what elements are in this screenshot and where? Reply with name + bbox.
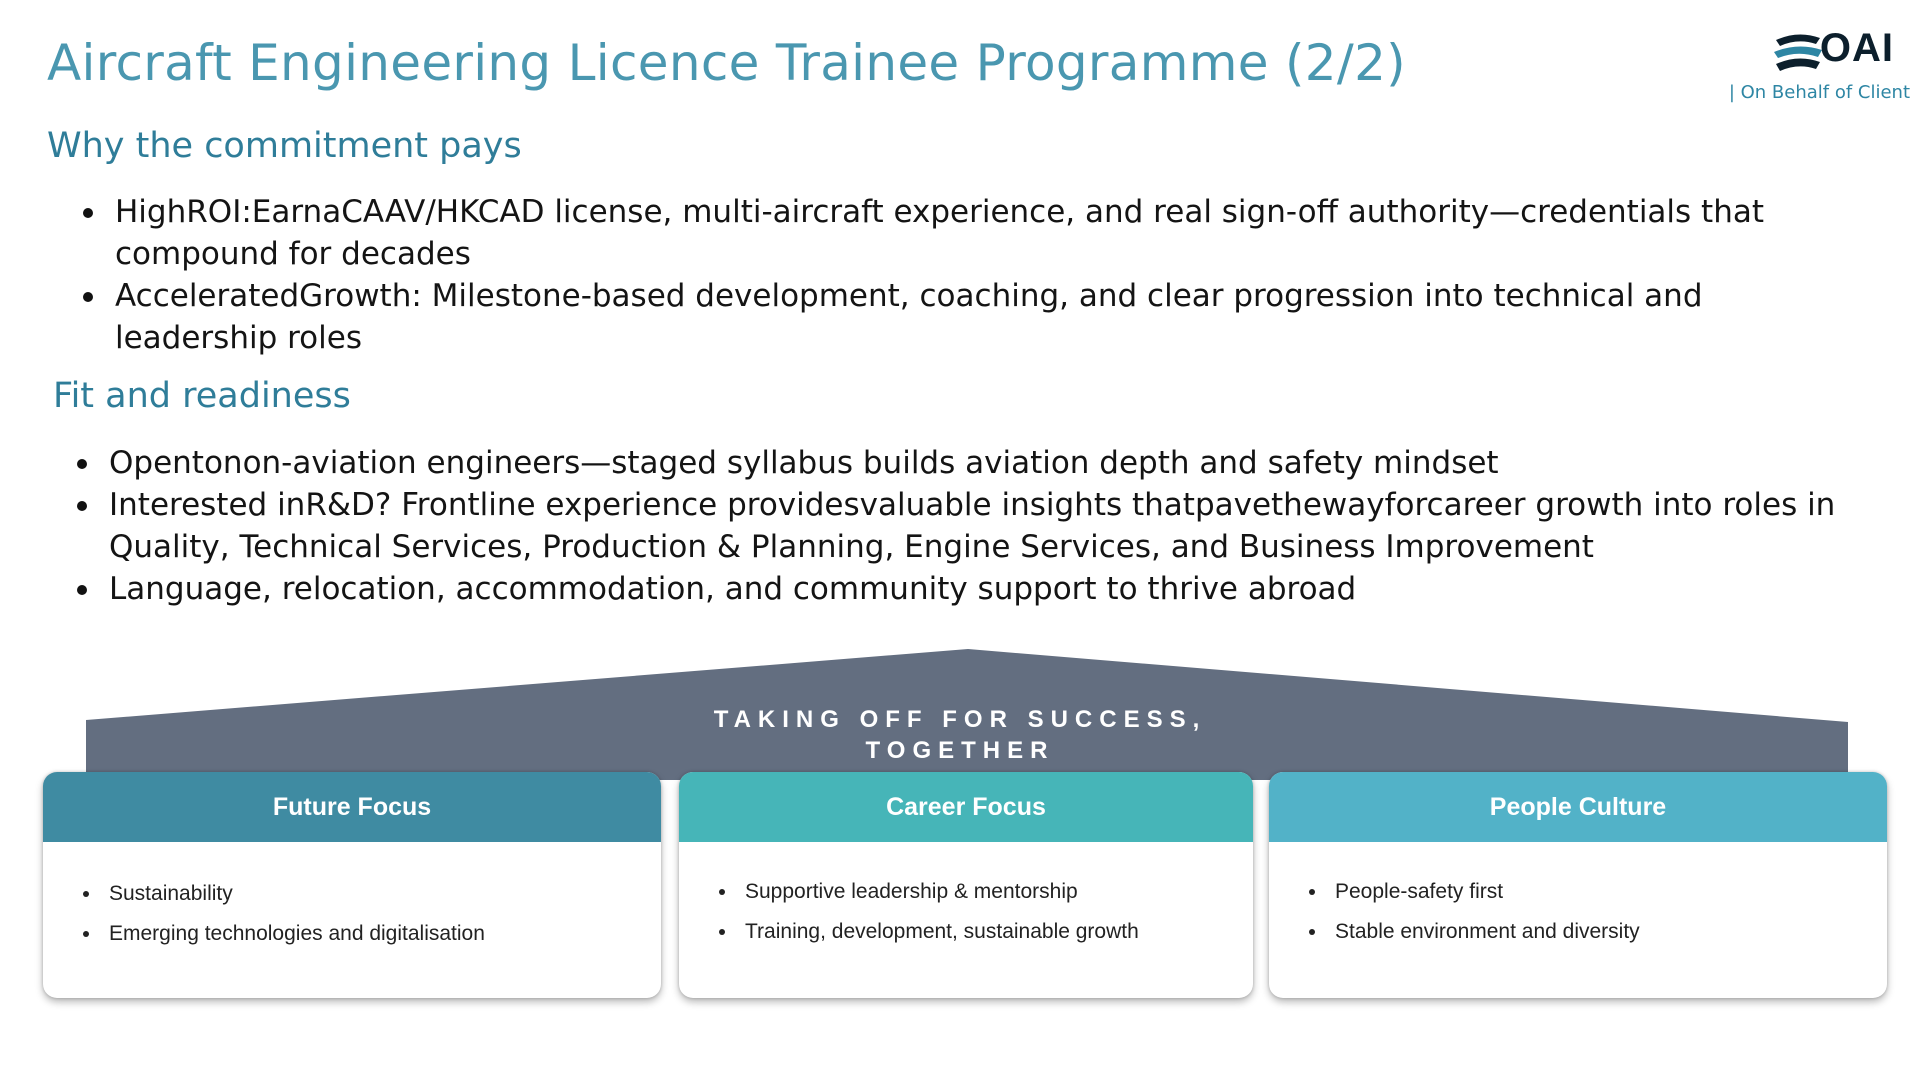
bullet-dot-icon xyxy=(1309,889,1315,895)
list-item xyxy=(115,275,1895,359)
section-heading-why: Why the commitment pays xyxy=(47,126,522,166)
oai-logo-icon xyxy=(1772,30,1824,74)
bullet-dot-icon xyxy=(83,931,89,937)
page-title: Aircraft Engineering Licence Trainee Programme (2/2) xyxy=(47,34,1406,92)
bullet-line: Quality, Technical Services, Production & Planning, Engine Services, and Business Improvement xyxy=(109,529,1594,565)
list-item: Training, development, sustainable growth xyxy=(679,912,1139,952)
bullet-dot-icon xyxy=(83,891,89,897)
tagline-line: TAKING OFF FOR SUCCESS, xyxy=(713,706,1207,733)
bullet-dot-icon xyxy=(83,208,93,218)
list-item: Emerging technologies and digitalisation xyxy=(43,914,485,954)
house-tagline xyxy=(660,704,1260,766)
list-item: Stable environment and diversity xyxy=(1269,912,1640,952)
pillar-career-focus xyxy=(679,772,1253,998)
tagline-line: TOGETHER xyxy=(865,737,1055,764)
bullet-line: AcceleratedGrowth: Milestone-based development, coaching, and clear progression into technical and xyxy=(115,278,1703,314)
pillar-future-focus xyxy=(43,772,661,998)
section-heading-fit: Fit and readiness xyxy=(53,376,351,416)
bullet-line: leadership roles xyxy=(115,320,362,356)
fit-bullet-list xyxy=(109,442,1899,610)
bullet-dot-icon xyxy=(77,585,87,595)
bullet-dot-icon xyxy=(719,929,725,935)
company-logo xyxy=(1710,26,1910,108)
why-bullet-list xyxy=(115,191,1895,359)
list-item xyxy=(109,568,1899,610)
bullet-dot-icon xyxy=(83,292,93,302)
list-item: Sustainability xyxy=(43,874,485,914)
bullet-line: HighROI:EarnaCAAV/HKCAD license, multi-aircraft experience, and real sign-off authority—credentials that xyxy=(115,194,1764,230)
list-item xyxy=(109,442,1899,484)
bullet-dot-icon xyxy=(77,501,87,511)
pillar-people-culture xyxy=(1269,772,1887,998)
list-item xyxy=(109,484,1899,568)
pillar-title: Career Focus xyxy=(886,792,1046,821)
pillar-header xyxy=(1269,772,1887,842)
bullet-dot-icon xyxy=(77,459,87,469)
bullet-line: compound for decades xyxy=(115,236,471,272)
list-item: Supportive leadership & mentorship xyxy=(679,872,1139,912)
list-item: People-safety first xyxy=(1269,872,1640,912)
pillar-list xyxy=(1269,872,1640,952)
logo-text: OAI xyxy=(1819,26,1894,70)
pillar-title: People Culture xyxy=(1489,792,1667,821)
pillar-header xyxy=(43,772,661,842)
pillar-list xyxy=(43,874,485,954)
logo-subtitle: | On Behalf of Client xyxy=(1728,82,1910,103)
bullet-dot-icon xyxy=(1309,929,1315,935)
pillar-list xyxy=(679,872,1139,952)
bullet-line: Interested inR&D? Frontline experience providesvaluable insights thatpavethewayforcareer growth into roles in xyxy=(109,487,1836,523)
bullet-dot-icon xyxy=(719,889,725,895)
bullet-line: Language, relocation, accommodation, and community support to thrive abroad xyxy=(109,571,1357,607)
bullet-line: Opentonon-aviation engineers—staged syllabus builds aviation depth and safety mindset xyxy=(109,445,1499,481)
list-item xyxy=(115,191,1895,275)
pillar-header xyxy=(679,772,1253,842)
pillar-title: Future Focus xyxy=(272,792,432,821)
